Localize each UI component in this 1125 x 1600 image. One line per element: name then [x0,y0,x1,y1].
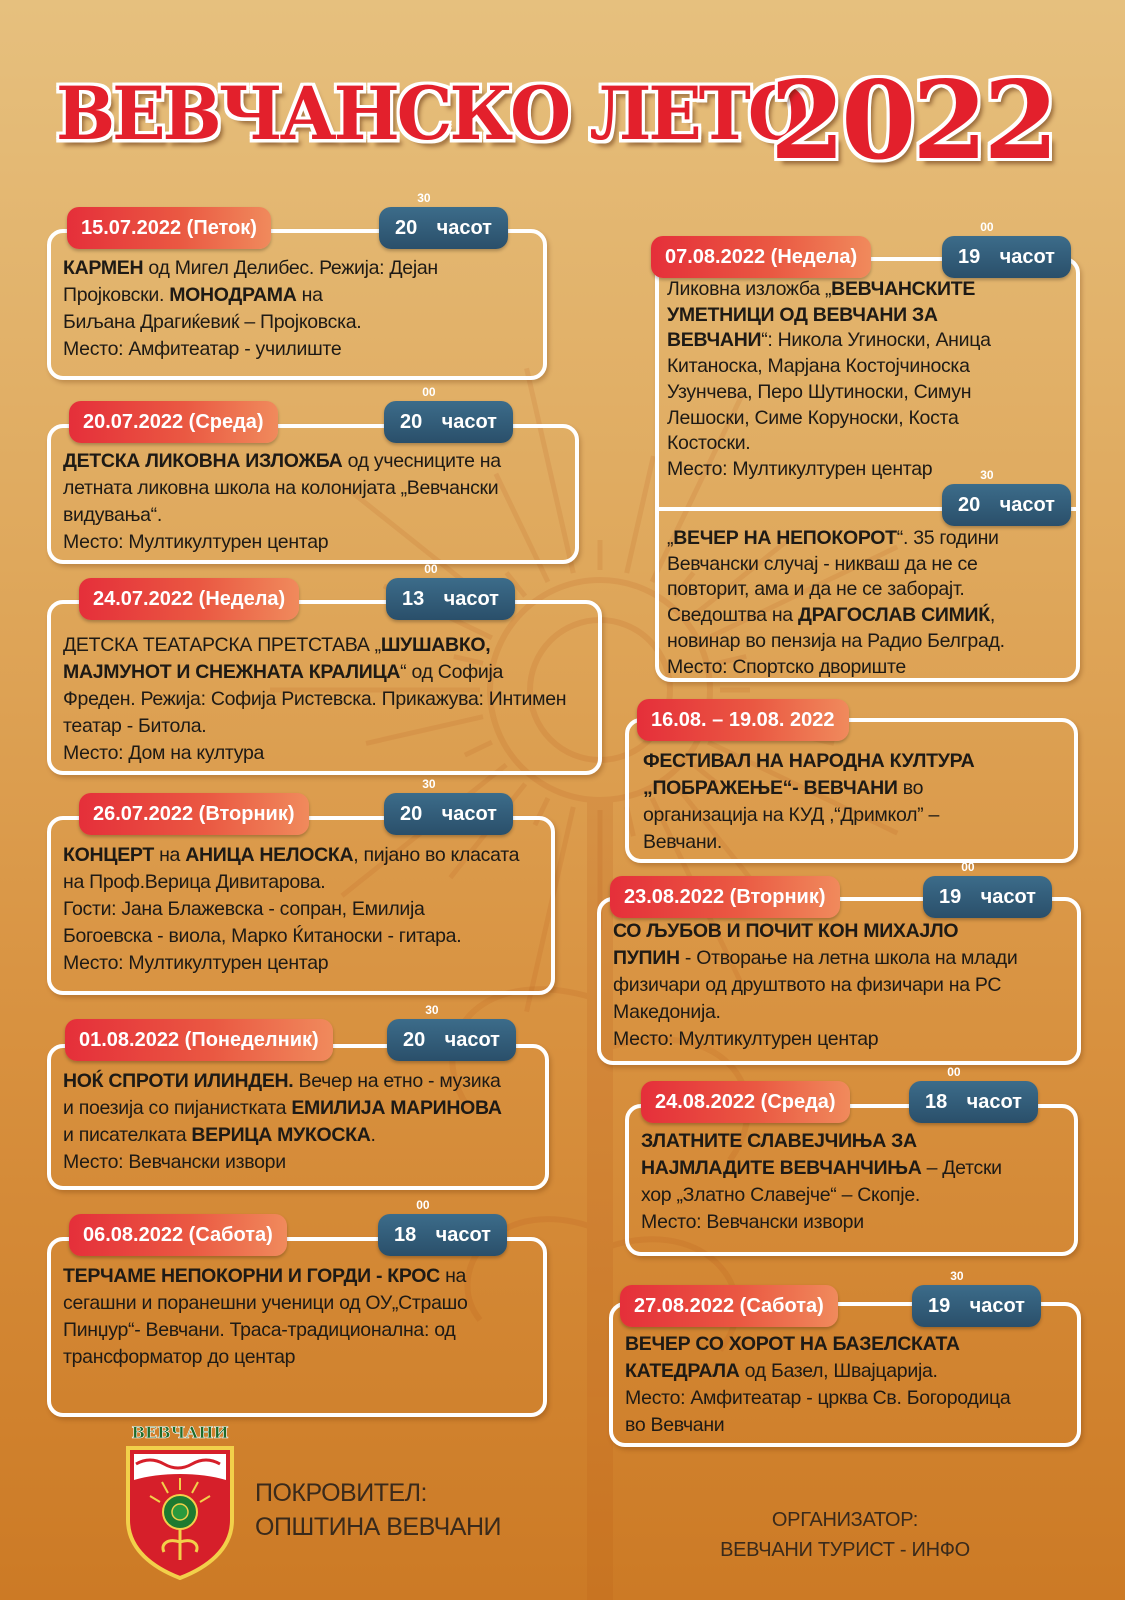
highlight-text: ДЕТСКА ЛИКОВНА ИЗЛОЖБА [63,450,343,472]
event-card [597,860,1081,1065]
description-line [63,686,588,713]
time-hour: 20 [403,1029,426,1051]
date-badge: 01.08.2022 (Понеделник) [65,1019,333,1061]
highlight-text: ВЕЧЕР СО ХОРОТ НА БАЗЕЛСКАТА [625,1333,960,1355]
time-minutes: 00 [424,562,438,576]
body-text: Биљана Драгиќевиќ – Пројковска. [63,311,362,333]
body-text: повторит, ама и да не се заборајт. [667,578,965,601]
event-description [667,277,1066,483]
body-text: Узунчева, Перо Шутиноски, Симун [667,380,972,403]
highlight-text: ЗЛАТНИТЕ СЛАВЕЈЧИЊА ЗА [641,1130,917,1152]
time-hour: 20 [400,803,423,825]
highlight-text: ДРАГОСЛАВ СИМИЌ [797,604,990,627]
highlight-text: МОНОДРАМА [169,284,297,306]
time-label: часот [966,1091,1022,1113]
description-line [63,842,541,869]
highlight-text: ЕМИЛИЈА МАРИНОВА [291,1097,502,1119]
body-text: и писателката [63,1124,192,1146]
description-line [63,1263,533,1290]
description-line [667,277,1066,303]
description-line [625,1358,1067,1385]
body-text: Пројковски. [63,284,170,306]
body-text: . [370,1124,376,1146]
event-card [47,191,547,380]
description-line [63,475,565,502]
highlight-text: „ПОБРАЖЕЊЕ“- ВЕВЧАНИ [643,777,898,799]
event-card [47,562,602,775]
body-text: новинар во пензија на Радио Белград. [667,629,1005,652]
description-line [63,1344,533,1371]
organizer-name: ВЕВЧАНИ ТУРИСТ - ИНФО [720,1539,970,1561]
highlight-text: ВЕВЧАНСКИТЕ [831,278,976,300]
body-text: Место: Амфитеатар - училиште [63,338,342,360]
body-text: од Базел, Швајцарија. [739,1360,938,1382]
highlight-text: КОНЦЕРТ [63,844,154,866]
description-line [63,740,588,767]
motif-ray [627,456,654,573]
body-text: , [989,604,995,627]
time-hour: 19 [958,246,981,268]
event-description [63,1068,535,1176]
date-badge: 15.07.2022 (Петок) [67,207,271,249]
date-badge: 20.07.2022 (Среда) [69,401,278,443]
body-text: организација на КУД ,“Дримкол” – [643,804,940,826]
description-line [63,950,541,977]
body-text: на [153,844,186,866]
time-badge [384,385,513,443]
body-text: на Проф.Верица Дивитарова. [63,871,326,893]
description-line [643,802,1064,829]
description-line [641,1209,1064,1236]
highlight-text: КАТЕДРАЛА [625,1360,740,1382]
time-minutes: 00 [422,385,436,399]
description-line [625,1412,1067,1439]
time-label: часот [980,886,1036,908]
time-badge [912,1269,1041,1327]
description-line [63,659,588,686]
time-label: часот [999,494,1055,516]
description-line [641,1182,1064,1209]
event-description [63,842,541,977]
description-line [63,448,565,475]
time-label: часот [441,803,497,825]
description-line [667,457,1066,483]
body-text: ДЕТСКА ТЕАТАРСКА ПРЕТСТАВА „ [63,634,381,656]
highlight-text: НАЈМЛАДИТЕ ВЕВЧАНЧИЊА [641,1157,922,1179]
highlight-text: ТЕРЧАМЕ НЕПОКОРНИ И ГОРДИ - КРОС [63,1265,440,1287]
body-text: од Мигел Делибес. Режија: Дејан [143,257,438,279]
time-badge [909,1065,1038,1123]
description-line [667,552,1066,578]
description-line [63,309,533,336]
body-text: “: Никола Угиноски, Аница [761,329,991,352]
date-badge: 27.08.2022 (Сабота) [620,1285,838,1327]
time-label: часот [444,1029,500,1051]
highlight-text: ВЕВЧАНИ [667,329,762,352]
time-minutes: 30 [950,1269,964,1283]
sponsor-text [255,1476,501,1544]
time-hour: 20 [400,411,423,433]
description-line [63,1317,533,1344]
description-line [63,529,565,556]
highlight-text: ШУШАВКО, [380,634,491,656]
date-badge: 06.08.2022 (Сабота) [69,1214,287,1256]
description-line [63,869,541,896]
body-text: Македонија. [613,1001,721,1023]
time-minutes: 30 [422,777,436,791]
body-text: физичари од друштвото на физичари на РС [613,974,1002,996]
time-badge [387,1003,516,1061]
body-text: – Детски [921,1157,1002,1179]
date-badge: 24.07.2022 (Недела) [79,578,299,620]
body-text: Место: Спортско двориште [667,655,906,678]
description-line [63,336,533,363]
highlight-text: АНИЦА НЕЛОСКА [185,844,354,866]
description-line [667,629,1066,655]
organizer-label: ОРГАНИЗАТОР: [771,1509,919,1531]
description-line [667,303,1066,329]
body-text: , пијано во класата [353,844,520,866]
body-text: од учесниците на [342,450,501,472]
description-line [63,713,588,740]
body-text: во [897,777,924,799]
description-line [613,918,1067,945]
vevchani-crest-logo [120,1420,240,1580]
time-hour: 20 [958,494,981,516]
body-text: Сведоштва на [667,604,798,627]
body-text: Место: Амфитеатар - црква Св. Богородица [625,1387,1011,1409]
time-hour: 18 [394,1224,417,1246]
time-hour: 18 [925,1091,948,1113]
description-line [625,1385,1067,1412]
highlight-text: УМЕТНИЦИ ОД ВЕВЧАНИ ЗА [667,303,938,326]
time-minutes: 00 [416,1198,430,1212]
description-line [63,923,541,950]
date-badge: 26.07.2022 (Вторник) [79,793,309,835]
time-hour: 19 [939,886,962,908]
event-description [63,448,565,556]
body-text: “ од Софија [400,661,504,683]
time-badge [942,468,1071,526]
organizer-text [720,1505,970,1565]
date-badge: 16.08. – 19.08. 2022 [637,699,849,741]
description-line [63,255,533,282]
description-line [63,282,533,309]
body-text: Фреден. Режија: Софија Ристевска. Прикажува: Интимен [63,688,567,710]
highlight-text: ПУПИН [613,947,680,969]
sponsor-label: ПОКРОВИТЕЛ: [255,1479,427,1507]
description-line [667,655,1066,681]
description-line [667,431,1066,457]
body-text: Гости: Јана Блажевска - сопран, Емилија [63,898,425,920]
event-card [625,1065,1078,1256]
description-line [63,632,588,659]
description-line [613,945,1067,972]
body-text: Ликовна изложба „ [667,278,832,300]
description-line [63,1122,535,1149]
event-description [667,526,1066,680]
body-text: на [296,284,323,306]
event-description [63,632,588,767]
event-card [47,777,555,995]
description-line [613,972,1067,999]
body-text: Костоски. [667,432,751,455]
sponsor-name: ОПШТИНА ВЕВЧАНИ [255,1513,502,1541]
body-text: летната ликовна школа на колонијата „Вевчански [63,477,499,499]
highlight-text: МАЈМУНОТ И СНЕЖНАТА КРАЛИЦА [63,661,401,683]
description-line [643,775,1064,802]
event-card [47,385,579,564]
body-text: на [439,1265,467,1287]
event-description [641,1128,1064,1236]
time-hour: 20 [395,217,418,239]
body-text: Место: Мултикултурен центар [63,531,329,553]
highlight-text: ФЕСТИВАЛ НА НАРОДНА КУЛТУРА [643,750,975,772]
time-minutes: 00 [947,1065,961,1079]
event-card [655,220,1080,682]
event-description [613,918,1067,1053]
body-text: во Вевчани [625,1414,725,1436]
highlight-text: НОЌ СПРОТИ ИЛИНДЕН. [63,1070,294,1092]
event-description [63,1263,533,1371]
time-label: часот [443,588,499,610]
description-line [667,577,1066,603]
event-card [47,1003,549,1190]
highlight-text: ВЕРИЦА МУКОСКА [191,1124,371,1146]
description-line [667,526,1066,552]
description-line [613,1026,1067,1053]
body-text: “. 35 години [896,527,999,549]
body-text: Место: Дом на култура [63,742,265,764]
event-card [47,1198,547,1417]
body-text: Пинџур“- Вевчани. Траса-традиционална: од [63,1319,456,1341]
time-badge [923,860,1052,918]
body-text: Лешоски, Симе Коруноски, Коста [667,406,959,429]
highlight-text: КАРМЕН [63,257,144,279]
highlight-text: ВЕЧЕР НА НЕПОКОРОТ [673,527,897,549]
description-line [667,380,1066,406]
body-text: театар - Битола. [63,715,207,737]
description-line [641,1155,1064,1182]
body-text: хор „Златно Славејче“ – Скопје. [641,1184,921,1206]
description-line [667,406,1066,432]
body-text: Место: Вевчански извори [63,1151,286,1173]
time-label: часот [441,411,497,433]
description-line [63,1290,533,1317]
description-line [667,603,1066,629]
description-line [667,328,1066,354]
time-label: часот [999,246,1055,268]
poster-title: ВЕВЧАНСКО ЛЕТО [56,69,806,158]
body-text: трансформатор до центар [63,1346,296,1368]
body-text: Богоевска - виола, Марко Ќитаноски - гитара. [63,925,462,947]
description-line [643,748,1064,775]
description-line [667,354,1066,380]
time-minutes: 00 [961,860,975,874]
description-line [625,1331,1067,1358]
time-badge [379,191,508,249]
time-minutes: 30 [425,1003,439,1017]
body-text: - Отворање на летна школа на млади [679,947,1018,969]
time-hour: 19 [928,1295,951,1317]
event-description [643,748,1064,856]
time-badge [942,220,1071,278]
body-text: Вевчани. [643,831,723,853]
event-description [63,255,533,363]
body-text: Китаноска, Марјана Костојчиноска [667,355,970,378]
description-line [63,896,541,923]
event-description [625,1331,1067,1439]
body-text: Вечер на етно - музика [293,1070,501,1092]
description-line [63,1149,535,1176]
event-card [609,1269,1081,1447]
description-line [63,1068,535,1095]
description-line [613,999,1067,1026]
time-badge [378,1198,507,1256]
body-text: видувања“. [63,504,162,526]
date-badge: 24.08.2022 (Среда) [641,1081,850,1123]
event-card [625,709,1078,863]
body-text: Место: Мултикултурен центар [613,1028,879,1050]
time-badge [384,777,513,835]
description-line [63,502,565,529]
time-label: часот [436,217,492,239]
body-text: Место: Мултикултурен центар [667,457,933,480]
body-text: Место: Мултикултурен центар [63,952,329,974]
time-badge [386,562,515,620]
body-text: сегашни и поранешни ученици од ОУ„Страшо [63,1292,468,1314]
time-minutes: 30 [417,191,431,205]
description-line [641,1128,1064,1155]
highlight-text: СО ЉУБОВ И ПОЧИТ КОН МИХАЈЛО [613,920,959,942]
body-text: „ [667,527,674,549]
time-label: часот [969,1295,1025,1317]
date-badge: 07.08.2022 (Недела) [651,236,871,278]
body-text: и поезија со пијанистката [63,1097,292,1119]
poster-year: 2022 [770,58,1055,184]
time-label: часот [435,1224,491,1246]
time-hour: 13 [402,588,425,610]
description-line [643,829,1064,856]
time-minutes: 30 [980,468,994,482]
date-badge: 23.08.2022 (Вторник) [610,876,840,918]
description-line [63,1095,535,1122]
time-minutes: 00 [980,220,994,234]
body-text: Место: Вевчански извори [641,1211,864,1233]
body-text: Вевчански случај - никваш да не се [667,552,978,575]
svg-text:ВЕВЧАНИ: ВЕВЧАНИ [131,1423,229,1442]
